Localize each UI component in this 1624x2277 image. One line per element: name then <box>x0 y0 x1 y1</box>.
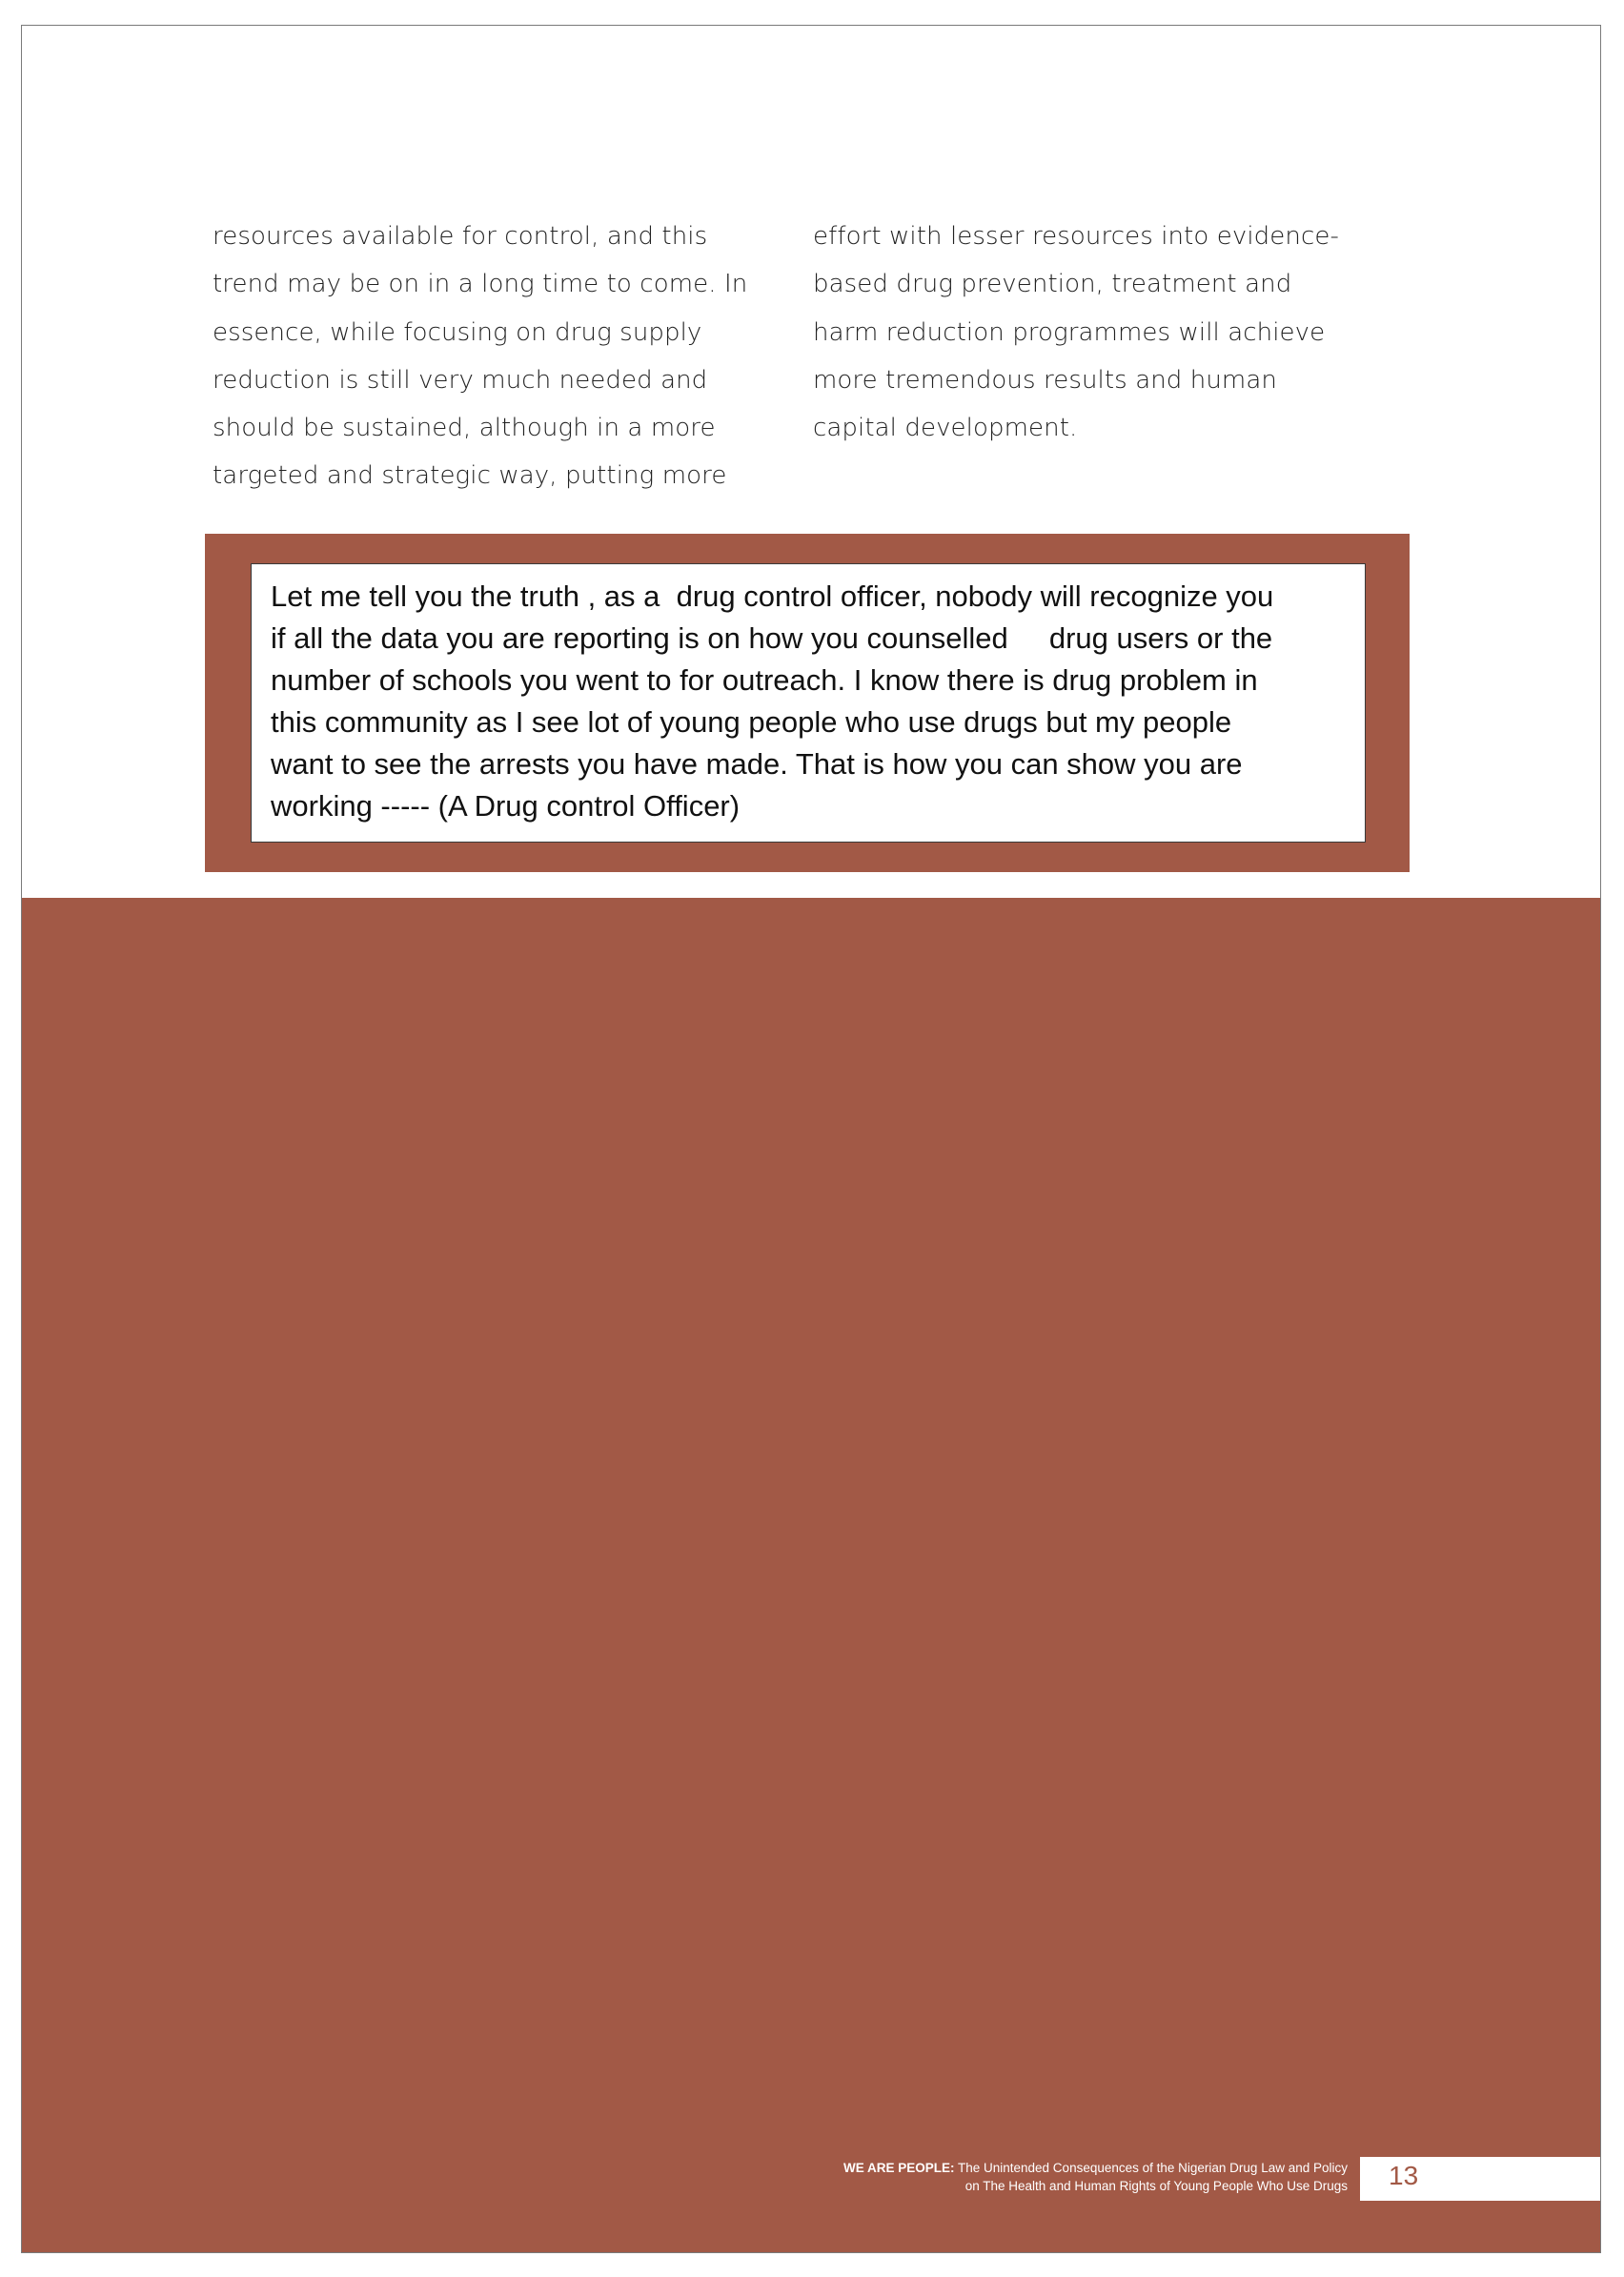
quote-box <box>251 563 1366 843</box>
right-column-line: capital development. <box>813 414 1078 443</box>
quote-text <box>271 576 1346 827</box>
left-column-line: essence, while focusing on drug supply <box>213 317 702 347</box>
left-column-line: should be sustained, although in a more <box>213 414 716 443</box>
left-column-line: reduction is still very much needed and <box>213 365 708 395</box>
quote-line: number of schools you went to for outreach. I know there is drug problem in <box>271 663 1258 697</box>
footer-text <box>843 2159 1348 2195</box>
quote-line: this community as I see lot of young people who use drugs but my people <box>271 705 1232 739</box>
footer-title-bold: WE ARE PEOPLE: <box>842 2161 955 2175</box>
quote-line: working ----- (A Drug control Officer) <box>271 789 741 823</box>
left-column <box>213 213 784 500</box>
left-column-line: targeted and strategic way, putting more <box>213 461 727 491</box>
right-column-line: harm reduction programmes will achieve <box>813 317 1326 347</box>
quote-line: Let me tell you the truth , as a drug control officer, nobody will recognize you <box>271 579 1274 613</box>
right-column-line: more tremendous results and human <box>813 365 1277 395</box>
quote-line: if all the data you are reporting is on how you counselled drug users or the <box>271 621 1273 655</box>
footer-title <box>843 2159 1348 2177</box>
right-column-line: based drug prevention, treatment and <box>813 270 1292 299</box>
quote-line: want to see the arrests you have made. That is how you can show you are <box>271 747 1243 781</box>
page-footer <box>22 2157 1600 2205</box>
quote-panel <box>205 534 1410 872</box>
footer-subtitle: on The Health and Human Rights of Young People Who Use Drugs <box>964 2179 1348 2193</box>
right-column-line: effort with lesser resources into evidence- <box>813 222 1339 251</box>
page-number-box <box>1360 2157 1601 2201</box>
footer-title-rest: The Unintended Consequences of the Nigerian Drug Law and Policy <box>954 2161 1348 2175</box>
body-text-columns <box>213 213 1404 500</box>
right-column <box>813 213 1404 500</box>
left-column-line: trend may be on in a long time to come. In <box>213 270 748 299</box>
page-number: 13 <box>1389 2161 1419 2190</box>
left-column-line: resources available for control, and this <box>213 222 708 251</box>
brown-background-band <box>22 898 1600 2253</box>
page-frame <box>21 25 1601 2253</box>
